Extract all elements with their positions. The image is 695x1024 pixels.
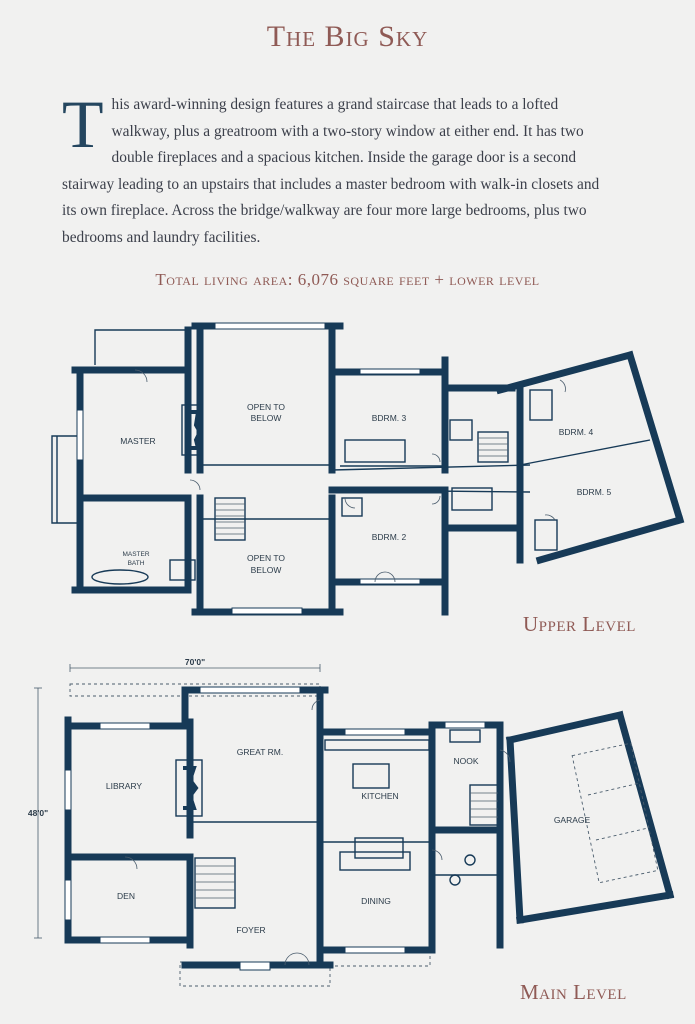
room-foyer: FOYER: [236, 925, 266, 935]
page-title: The Big Sky: [266, 20, 429, 53]
room-den: DEN: [117, 891, 135, 901]
intro-text: his award-winning design features a grand staircase that leads to a lofted walkway, plus a greatroom with a two-story window at either end. It has two double fireplaces and a spacious kitchen. Inside the garage door is a second stairway leading to an upstairs that includes a master bedroom with walk-in closets and its own fireplace. Across the bridge/walkway are four more large bedrooms, plus two bedrooms and laundry facilities.: [62, 96, 600, 246]
room-great-rm: GREAT RM.: [236, 747, 284, 757]
room-bdrm2: BDRM. 2: [371, 532, 407, 542]
room-master-bath-1: MASTER: [122, 551, 150, 558]
main-level-label: Main Level: [520, 980, 627, 1004]
drop-cap: T: [62, 86, 104, 162]
room-bdrm4: BDRM. 4: [558, 427, 594, 437]
room-nook: NOOK: [453, 756, 479, 766]
room-open-top-2: BELOW: [250, 413, 282, 423]
room-dining: DINING: [361, 896, 391, 906]
upper-level-plan: [52, 323, 680, 614]
room-master: MASTER: [120, 436, 156, 446]
room-open-top-1: OPEN TO: [247, 402, 285, 412]
main-level-plan: [28, 657, 670, 986]
width-dimension: 70'0": [184, 657, 206, 667]
room-garage: GARAGE: [553, 815, 591, 825]
room-kitchen: KITCHEN: [361, 791, 399, 801]
room-library: LIBRARY: [105, 781, 143, 791]
upper-level-label: Upper Level: [523, 612, 636, 636]
room-open-bottom-2: BELOW: [250, 565, 282, 575]
total-living-area: Total living area: 6,076 square feet + lower level: [155, 270, 540, 289]
room-bdrm5: BDRM. 5: [576, 487, 612, 497]
room-bdrm3: BDRM. 3: [371, 413, 407, 423]
depth-dimension: 48'0": [27, 808, 49, 818]
room-open-bottom-1: OPEN TO: [247, 553, 285, 563]
room-master-bath-2: BATH: [127, 560, 145, 567]
